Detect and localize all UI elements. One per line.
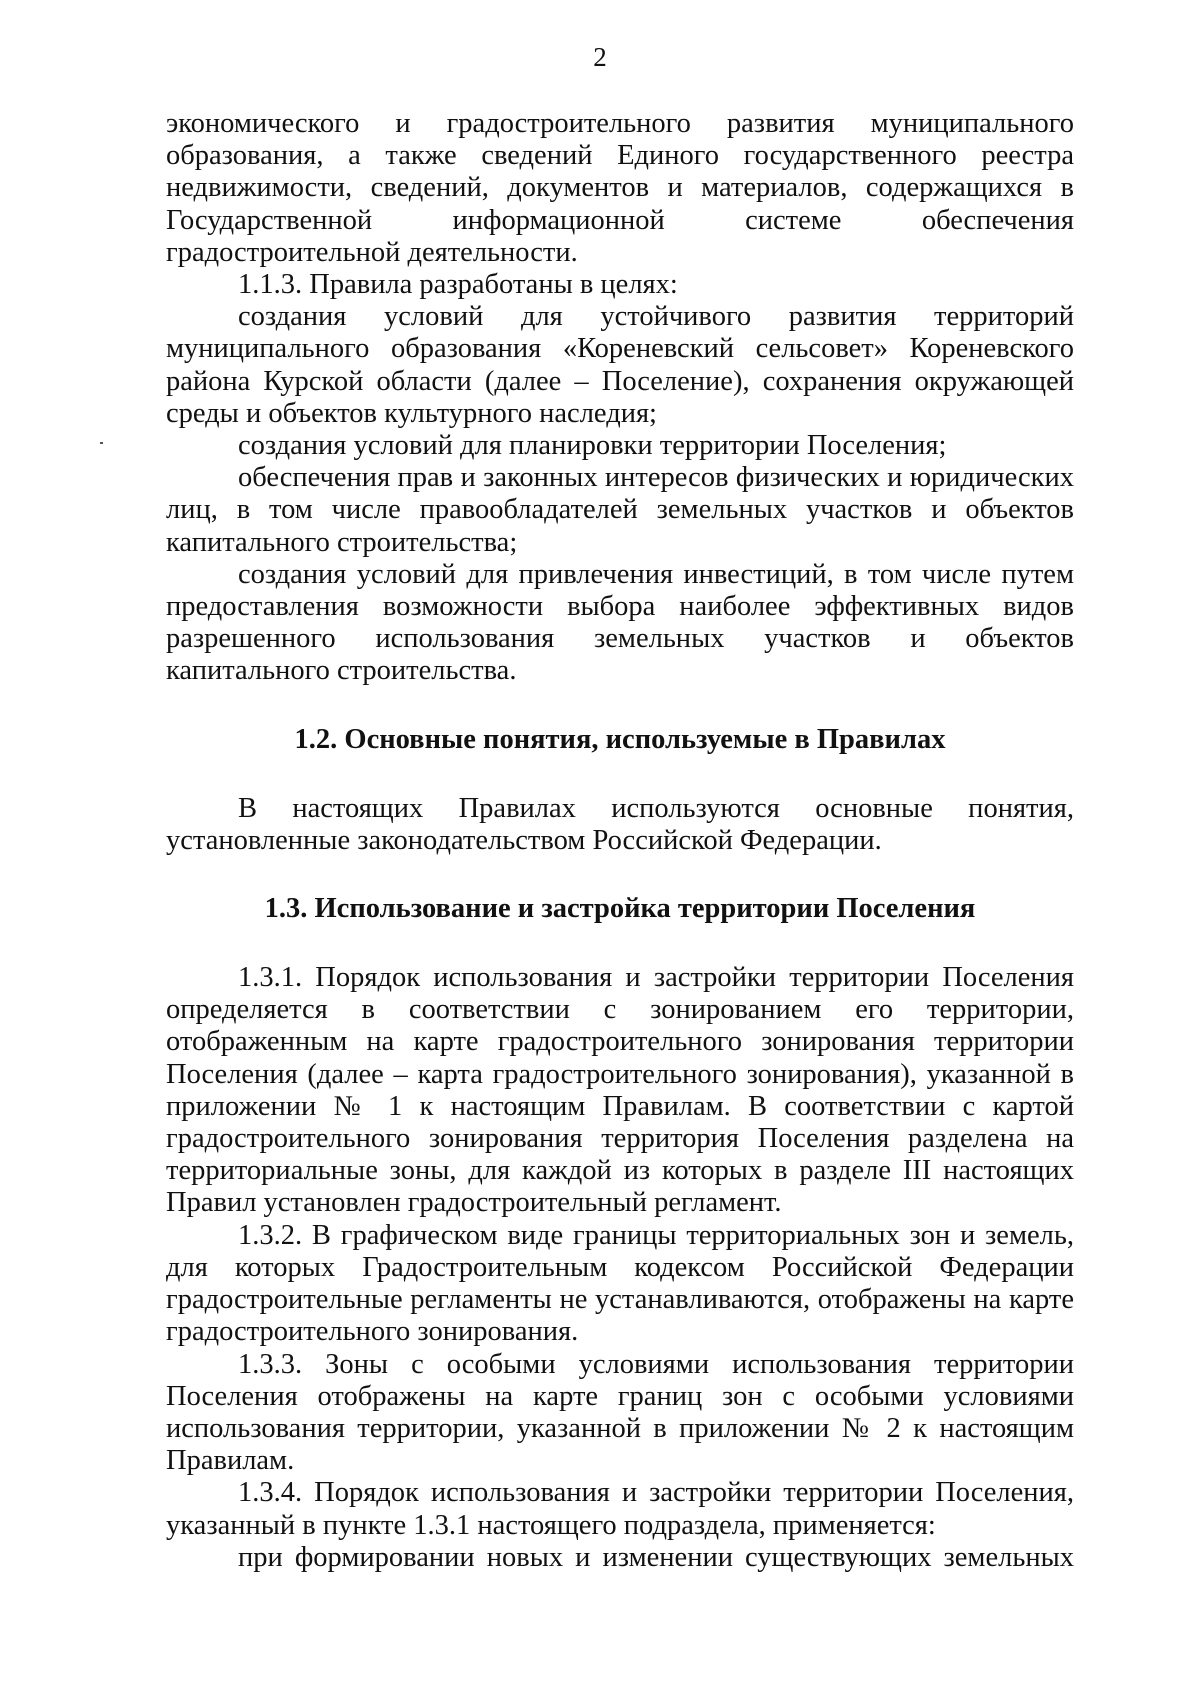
paragraph: экономического и градостроительного развития муниципального образования, а также сведений Единого государственного реестра недвижимости, сведений, документов и материалов, содержащихся в Государственной информационной системе обеспечения градостроительной деятельности.: [166, 108, 1074, 268]
scan-artifact: [100, 442, 103, 444]
paragraph: 1.3.2. В графическом виде границы территориальных зон и земель, для которых Градостроительным кодексом Российской Федерации градостроительные регламенты не устанавливаются, отображены на карте градостроительного зонирования.: [166, 1219, 1074, 1348]
paragraph: обеспечения прав и законных интересов физических и юридических лиц, в том числе правообладателей земельных участков и объектов капитального строительства;: [166, 462, 1074, 558]
paragraph: создания условий для привлечения инвестиций, в том числе путем предоставления возможности выбора наиболее эффективных видов разрешенного использования земельных участков и объектов капитального строительства.: [166, 558, 1074, 687]
section-heading-1-2: 1.2. Основные понятия, используемые в Правилах: [294, 723, 946, 755]
paragraph: 1.1.3. Правила разработаны в целях:: [238, 269, 678, 301]
document-body: [166, 108, 1074, 1574]
page-number: 2: [593, 42, 607, 72]
paragraph: 1.3.1. Порядок использования и застройки территории Поселения определяется в соответствии с зонированием его территории, отображенным на карте градостроительного зонирования территории Поселения (далее – карта градостроительного зонирования), указанной в приложении № 1 к настоящим Правилам. В соответствии с картой градостроительного зонирования территория Поселения разделена на территориальные зоны, для каждой из которых в разделе III настоящих Правил установлен градостроительный регламент.: [166, 962, 1074, 1219]
section-heading-1-3: 1.3. Использование и застройка территории Поселения: [264, 893, 976, 925]
paragraph: создания условий для устойчивого развития территорий муниципального образования «Кореневский сельсовет» Кореневского района Курской области (далее – Поселение), сохранения окружающей среды и объектов культурного наследия;: [166, 301, 1074, 429]
paragraph: 1.3.3. Зоны с особыми условиями использования территории Поселения отображены на карте границ зон с особыми условиями использования территории, указанной в приложении № 2 к настоящим Правилам.: [166, 1348, 1074, 1477]
paragraph: В настоящих Правилах используются основные понятия, установленные законодательством Российской Федерации.: [166, 792, 1074, 856]
paragraph: создания условий для планировки территории Поселения;: [238, 430, 947, 462]
paragraph: при формировании новых и изменении существующих земельных: [238, 1541, 1074, 1573]
paragraph: 1.3.4. Порядок использования и застройки территории Поселения, указанный в пункте 1.3.1 настоящего подраздела, применяется:: [166, 1477, 1074, 1541]
